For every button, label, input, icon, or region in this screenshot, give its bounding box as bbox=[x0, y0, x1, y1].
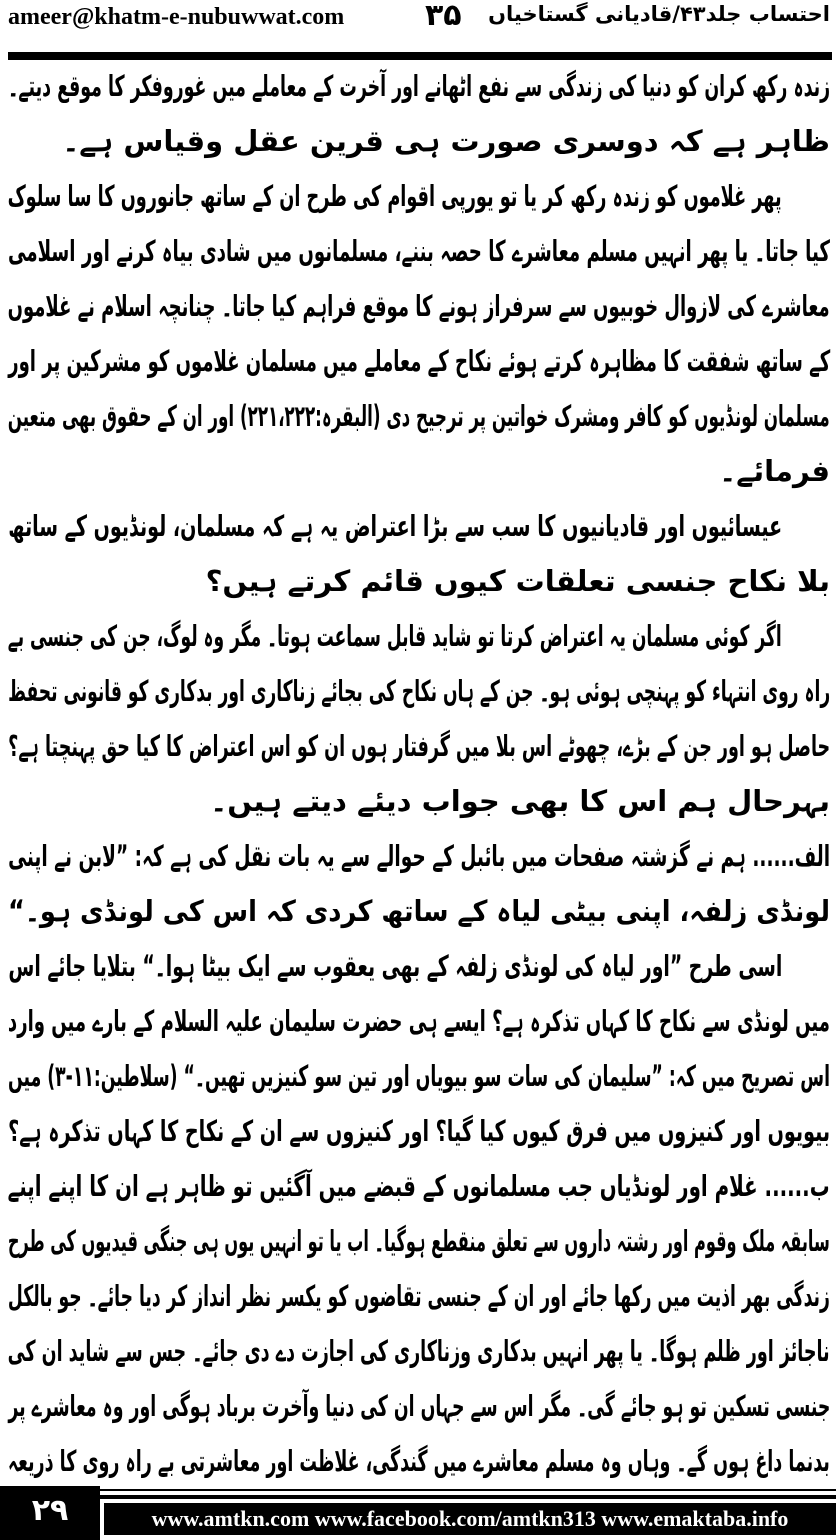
text-line: بدنما داغ ہوں گے۔ وہاں وہ مسلم معاشرے میں گندگی، غلاظت اور معاشرتی بے راہ روی کا ذریعہ bbox=[8, 1444, 830, 1478]
paragraph-start-line: الف...... ہم نے گزشتہ صفحات میں بائبل کے حوالے سے یہ بات نقل کی ہے کہ: ”لابن نے اپنی bbox=[8, 839, 830, 873]
text-line: کیا جاتا۔ یا پھر انہیں مسلم معاشرے کا حصہ بننے، مسلمانوں میں شادی بیاہ کرنے اور اسلامی bbox=[8, 234, 830, 268]
footer-rule-thin bbox=[100, 1489, 836, 1491]
text-line: جنسی تسکین تو ہو جائے گی۔ مگر اس سے جہاں ان کی دنیا وآخرت برباد ہوگی اور وہ معاشرے پر bbox=[7, 1389, 830, 1423]
text-line: بیویوں اور کنیزوں میں فرق کیوں کیا گیا؟ اور کنیزوں سے ان کے نکاح کا کہاں تذکرہ ہے؟ bbox=[8, 1114, 830, 1148]
footer-links: www.amtkn.com www.facebook.com/amtkn313 www.emaktaba.info bbox=[104, 1503, 836, 1535]
text-line: ناجائز اور ظلم ہوگا۔ یا پھر انہیں بدکاری وزناکاری کی اجازت دے دی جائے۔ جس سے شاید ان کی bbox=[8, 1334, 830, 1368]
text-line: سابقہ ملک وقوم اور رشتہ داروں سے تعلق منقطع ہوگیا۔ اب یا تو انہیں یوں ہی جنگی قیدیوں کی طرح bbox=[8, 1224, 830, 1258]
paragraph-start-line: ب...... غلام اور لونڈیاں جب مسلمانوں کے قبضے میں آگئیں تو ظاہر ہے ان کا اپنے اپنے bbox=[8, 1169, 830, 1203]
text-line: لونڈی زلفہ، اپنی بیٹی لیاہ کے ساتھ کردی کہ اس کی لونڈی ہو۔“ bbox=[8, 894, 830, 928]
header-email: ameer@khatm-e-nubuwwat.com bbox=[8, 4, 345, 30]
paragraph-start-line: عیسائیوں اور قادیانیوں کا سب سے بڑا اعتراض یہ ہے کہ مسلمان، لونڈیوں کے ساتھ bbox=[8, 509, 782, 543]
text-line: معاشرے کی لازوال خوبیوں سے سرفراز ہونے کا موقع فراہم کیا جاتا۔ چنانچہ اسلام نے غلاموں bbox=[8, 289, 830, 323]
text-line: اس تصریح میں کہ: ”سلیمان کی سات سو بیویاں اور تین سو کنیزیں تھیں۔“ (سلاطین:۱۱-۳) میں bbox=[8, 1059, 830, 1093]
paragraph-start-line: اسی طرح ”اور لیاہ کی لونڈی زلفہ کے بھی یعقوب سے ایک بیٹا ہوا۔“ بتلایا جائے اس bbox=[8, 949, 782, 983]
text-line: فرمائے۔ bbox=[719, 454, 830, 488]
header-book-title: احتساب جلد۴۳/قادیانی گستاخیاں bbox=[488, 2, 830, 26]
paragraph-start-line: اگر کوئی مسلمان یہ اعتراض کرتا تو شاید قابل سماعت ہوتا۔ مگر وہ لوگ، جن کی جنسی بے bbox=[8, 619, 782, 653]
text-line: راہ روی انتہاء کو پہنچی ہوئی ہو۔ جن کے ہاں نکاح کی بجائے زناکاری اور بدکاری کو قانونی تحفظ bbox=[7, 674, 830, 708]
footer-page-number: ۲۹ bbox=[0, 1486, 100, 1540]
text-line: کے ساتھ شفقت کا مظاہرہ کرتے ہوئے نکاح کے معاملے میں مسلمان غلاموں کو مشرکین پر اور bbox=[8, 344, 830, 378]
text-line: بلا نکاح جنسی تعلقات کیوں قائم کرتے ہیں؟ bbox=[205, 564, 830, 598]
paragraph-start-line: پھر غلاموں کو زندہ رکھ کر یا تو یورپی اقوام کی طرح ان کے ساتھ جانوروں کا سا سلوک bbox=[8, 179, 782, 213]
text-line: میں لونڈی سے نکاح کا کہاں تذکرہ ہے؟ ایسے ہی حضرت سلیمان علیہ السلام کے بارے میں وارد bbox=[8, 1004, 830, 1038]
text-line: بہرحال ہم اس کا بھی جواب دیئے دیتے ہیں۔ bbox=[210, 784, 830, 818]
page-body bbox=[8, 59, 830, 1489]
footer-rule-thick bbox=[100, 1495, 836, 1499]
text-line: زندگی بھر اذیت میں رکھا جائے اور ان کے جنسی تقاضوں کو یکسر نظر انداز کر دیا جائے۔ جو بالکل bbox=[8, 1279, 830, 1313]
text-line: مسلمان لونڈیوں کو کافر ومشرک خواتین پر ترجیح دی (البقرہ:۲۲۱،۲۲۲) اور ان کے حقوق بھی متعین bbox=[8, 399, 830, 433]
text-line: زندہ رکھ کران کو دنیا کی زندگی سے نفع اٹھانے اور آخرت کے معاملے میں غوروفکر کا موقع دیتے۔ bbox=[8, 69, 830, 103]
text-line: حاصل ہو اور جن کے بڑے، چھوٹے اس بلا میں گرفتار ہوں ان کو اس اعتراض کا کیا حق پہنچتا ہے؟ bbox=[8, 729, 830, 763]
header-page-number: ۳۵ bbox=[425, 0, 462, 33]
text-line: ظاہر ہے کہ دوسری صورت ہی قرین عقل وقیاس ہے۔ bbox=[62, 124, 830, 158]
